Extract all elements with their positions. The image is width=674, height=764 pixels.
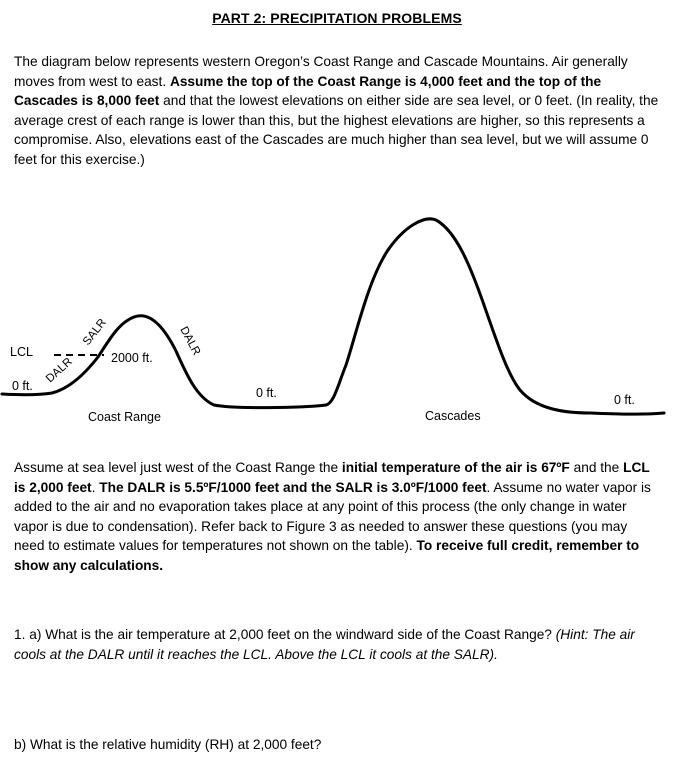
coast-range-label: Coast Range	[88, 410, 161, 424]
assumptions-bold-temperature: initial temperature of the air is 67ºF	[341, 460, 570, 475]
assumptions-text-4: . Assume no water vapor is added to the air and no evaporation takes place at any point of this process (the only change in water vapor is due to condensation). Refer back to Figure 3 as needed to answer these questions (you may need to estimate values for temperatures not shown on the table).	[14, 479, 651, 553]
lcl-label: LCL	[10, 345, 33, 359]
salr-label: SALR	[80, 316, 109, 348]
assumptions-bold-lapse-rates: The DALR is 5.5ºF/1000 feet and the SALR is 3.0ºF/1000 feet	[99, 479, 487, 495]
assumptions-bold-credit: To receive full credit, remember to show any calculations.	[14, 538, 640, 573]
dalr-windward-label: DALR	[43, 355, 75, 386]
mountain-diagram	[0, 205, 674, 445]
zero-ft-valley-label: 0 ft.	[256, 386, 277, 400]
dalr-leeward-label: DALR	[177, 324, 203, 358]
assumptions-bold-lcl: LCL is 2,000 feet	[14, 460, 650, 495]
question-1a	[14, 625, 660, 664]
assumptions-text-3: .	[91, 479, 100, 495]
intro-bold-assumption: Assume the top of the Coast Range is 4,000 feet and the top of the Cascades is 8,000 feet	[14, 73, 602, 108]
zero-ft-right-label: 0 ft.	[614, 393, 635, 407]
cascades-label: Cascades	[425, 409, 481, 423]
terrain-profile	[2, 219, 664, 414]
page-title: PART 2: PRECIPITATION PROBLEMS	[212, 10, 462, 26]
assumptions-text-1: Assume at sea level just west of the Coast Range the	[14, 460, 342, 475]
question-1a-hint: (Hint: The air cools at the DALR until it reaches the LCL. Above the LCL it cools at the SALR).	[14, 627, 635, 662]
question-1b-text: b) What is the relative humidity (RH) at 2,000 feet?	[14, 737, 322, 752]
intro-text-2: and that the lowest elevations on either side are sea level, or 0 feet. (In reality, the average crest of each range is lower than this, but the highest elevations are higher, so this represents a compromise. Also, elevations east of the Cascades are much higher than sea level, but we will assume 0 feet for this exercise.)	[14, 93, 659, 167]
assumptions-paragraph	[14, 458, 660, 575]
zero-ft-left-label: 0 ft.	[12, 379, 33, 393]
intro-text-1: The diagram below represents western Oregon’s Coast Range and Cascade Mountains. Air generally moves from west to east.	[14, 54, 628, 89]
intro-paragraph	[14, 52, 660, 169]
lcl-height-label: 2000 ft.	[111, 351, 153, 365]
question-1b	[14, 735, 660, 755]
assumptions-text-2: and the	[569, 460, 624, 475]
question-1a-text: 1. a) What is the air temperature at 2,000 feet on the windward side of the Coast Range?	[14, 627, 556, 642]
